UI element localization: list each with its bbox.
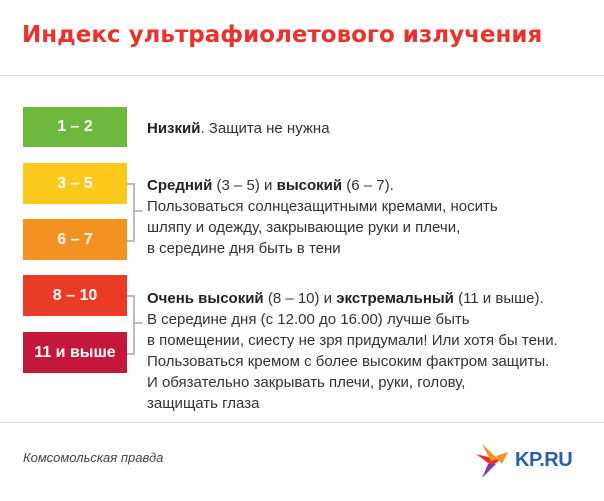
- bird-tail-purple: [482, 464, 496, 478]
- description-line: Пользоваться кремом с более высоким фактром защиты.: [147, 353, 550, 370]
- uv-level-label: 1 – 2: [57, 118, 93, 135]
- description-text: (3 – 5) и: [212, 177, 277, 194]
- level-name: экстремальный: [336, 290, 454, 307]
- description-line: в помещении, сиесту не зря придумали! Или хотя бы тени.: [147, 332, 558, 349]
- top-divider: [0, 75, 604, 76]
- kp-logo-text: KP.RU: [515, 449, 573, 471]
- group-bracket-mid-high: [127, 183, 135, 242]
- source-credit: Комсомольская правда: [23, 450, 164, 465]
- uv-level-1-2-box: [23, 107, 127, 147]
- description-text: (8 – 10) и: [263, 290, 337, 307]
- group-bracket-stub: [133, 210, 143, 212]
- description-text: . Защита не нужна: [200, 120, 330, 137]
- uv-level-label: 8 – 10: [52, 286, 98, 304]
- description-line: Пользоваться солнцезащитными кремами, носить: [147, 198, 498, 215]
- description-line: в середине дня быть в тени: [147, 240, 341, 257]
- group-bracket-very-high: [127, 295, 135, 355]
- description-line: И обязательно закрывать плечи, руки, голову,: [147, 374, 466, 391]
- uv-level-3-5-box: [23, 163, 127, 204]
- uv-level-11-plus-box: [23, 332, 127, 373]
- uv-level-label: 11 и выше: [34, 343, 116, 361]
- bird-body-orange: [496, 452, 508, 464]
- kp-bird-logo-icon: [474, 440, 514, 480]
- description-low: [147, 118, 330, 139]
- group-bracket-stub: [133, 322, 143, 324]
- level-name: Низкий: [147, 120, 201, 137]
- bottom-divider: [0, 422, 604, 423]
- uv-level-8-10-box: [23, 275, 127, 316]
- level-name: Средний: [147, 177, 213, 194]
- level-name: высокий: [276, 177, 343, 194]
- level-name: Очень высокий: [147, 290, 264, 307]
- page-title: Индекс ультрафиолетового излучения: [22, 22, 543, 48]
- description-text: (6 – 7).: [342, 177, 394, 194]
- description-text: (11 и выше).: [453, 290, 544, 307]
- uv-level-label: 3 – 5: [57, 174, 93, 192]
- description-line: защищать глаза: [147, 395, 260, 412]
- uv-level-label: 6 – 7: [57, 230, 93, 248]
- uv-level-6-7-box: [23, 219, 127, 260]
- description-line: В середине дня (с 12.00 до 16.00) лучше быть: [147, 311, 470, 328]
- description-very-high-extreme: [147, 288, 558, 414]
- description-mid-high: [147, 175, 498, 259]
- description-line: шляпу и одежду, закрывающие руки и плечи,: [147, 219, 461, 236]
